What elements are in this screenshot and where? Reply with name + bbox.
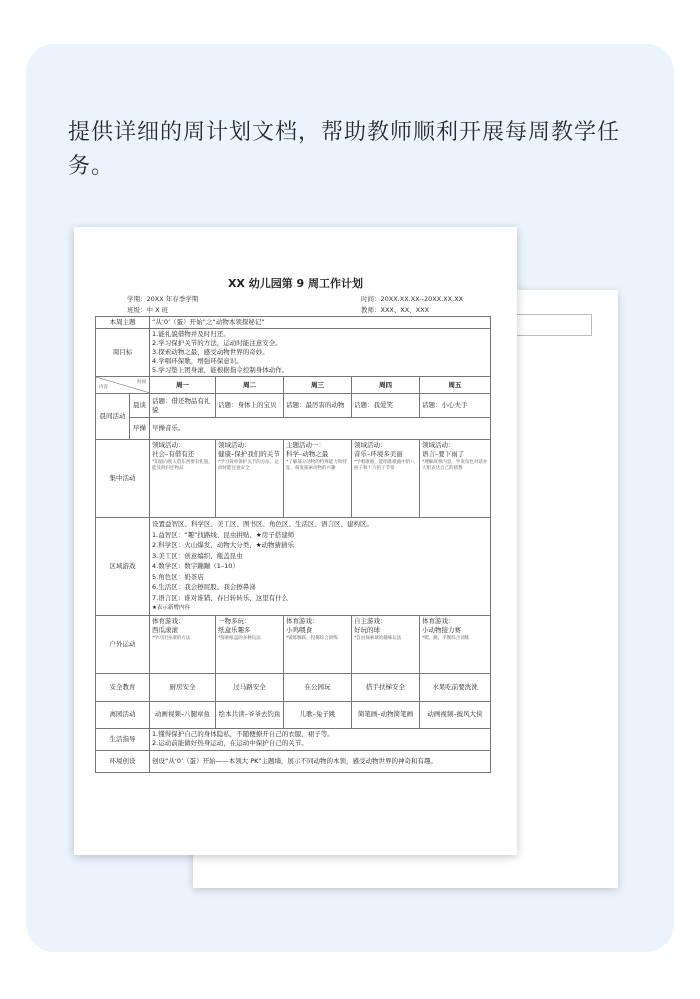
area-item: 7.语言区：谁对谁错、春日转转乐、这里有什么 xyxy=(152,593,289,602)
day-header: 周三 xyxy=(284,377,352,394)
front-document-page xyxy=(74,227,517,855)
safety-cell: 在公园玩 xyxy=(284,673,352,701)
weekly-plan-table xyxy=(95,316,491,773)
class-info: 班级：中 X 班 xyxy=(127,306,169,314)
focus-label: 集中活动 xyxy=(96,440,150,518)
focus-cell: 领域活动： 社会–有借有还 *知道向别人借东西要有礼貌，能及时归还物品 xyxy=(150,440,216,518)
time-info: 时间：20XX.XX.XX--20XX.XX.XX xyxy=(361,295,464,303)
environment-label: 环境创设 xyxy=(96,750,150,772)
talk-cell: 话题：身体上的宝贝 xyxy=(216,394,284,418)
departure-cell: 儿歌–兔子跳 xyxy=(284,701,352,728)
focus-cell: 领域活动： 健康–保护我们的关节 *学习简单保护关节的方法，运动时能注意安全 xyxy=(216,440,284,518)
outdoor-cell: 体育游戏： 小动物接力赛 *爬、跳、平衡综合训练 xyxy=(420,615,491,673)
corner-time-label: 时间 xyxy=(137,380,146,385)
goal-item: 5.学习垫上团身滚，能根据指令控制身体动作。 xyxy=(152,366,289,374)
day-header-row xyxy=(96,377,491,394)
area-item: 设置益智区、科学区、美工区、图书区、角色区、生活区、语言区、建构区。 xyxy=(152,520,373,528)
area-item: 6.生活区：我会擦屁股、我会擦鼻涕 xyxy=(152,583,256,591)
exercise-label: 早操 xyxy=(130,418,150,440)
page-heading: 提供详细的周计划文档，帮助教师顺利开展每周教学任务。 xyxy=(68,120,621,179)
outdoor-cell: 自主游戏： 好玩的球 *自由探索球的趣味玩法 xyxy=(352,615,420,673)
talk-cell: 话题：最厉害的动物 xyxy=(284,394,352,418)
area-list xyxy=(150,518,491,616)
document-title: XX 幼儿园第 9 周工作计划 xyxy=(227,277,364,290)
departure-row xyxy=(96,701,491,728)
area-item: 3.美工区：创意编织、瓶盖昆虫 xyxy=(152,551,243,560)
safety-cell: 搭手扶梯安全 xyxy=(352,673,420,701)
departure-cell: 动画视频–披风大侠 xyxy=(420,701,491,728)
exercise-value: 早操音乐。 xyxy=(150,418,491,440)
theme-row xyxy=(96,317,491,329)
environment-value: 创设“从‘0’（蛋）开始——本领大 PK”主题墙，展示不同动物的本领，感受动物世界的神奇和有趣。 xyxy=(150,750,491,772)
focus-cell: 主题活动一： 科学–动物之最 *了解部分动物的特殊能力和特征，萌发探索动物的兴趣 xyxy=(284,440,352,518)
outdoor-cell: 体育游戏： 西瓜滚滚 *学习团身滚的方法 xyxy=(150,615,216,673)
safety-cell: 过马路安全 xyxy=(216,673,284,701)
day-header: 周五 xyxy=(420,377,491,394)
goals-row xyxy=(96,329,491,377)
life-list xyxy=(150,728,491,750)
area-note: ★表示新增内容 xyxy=(152,605,190,611)
environment-row xyxy=(96,750,491,772)
area-item: 1.益智区：“趣”找路线、昆虫拼贴、★房子搭建师 xyxy=(152,530,295,539)
goals-label: 周目标 xyxy=(96,329,150,377)
outdoor-row xyxy=(96,615,491,673)
departure-cell: 动画视频–八腿章鱼 xyxy=(150,701,216,728)
talk-label: 晨谈 xyxy=(130,394,150,418)
talk-cell: 话题：借还物品有礼貌 xyxy=(150,394,216,418)
day-header: 周四 xyxy=(352,377,420,394)
area-item: 2.科学区：火山爆发、动物大分类、★动物猜猜乐 xyxy=(152,541,295,549)
focus-cell: 领域活动： 语言–要下雨了 *理解故事内容，学说角色对话并大胆表达自己的猜想 xyxy=(420,440,491,518)
area-row xyxy=(96,518,491,616)
day-header: 周二 xyxy=(216,377,284,394)
safety-cell: 水果吃前要洗洗 xyxy=(420,673,491,701)
departure-label: 离园活动 xyxy=(96,701,150,728)
safety-label: 安全教育 xyxy=(96,673,150,701)
term-info: 学期：20XX 年春季学期 xyxy=(127,295,199,303)
theme-value: “从‘0’（蛋）开始”之“动物本领探秘记” xyxy=(150,317,491,329)
morning-talk-row xyxy=(96,394,491,418)
area-item: 4.数学区：数字蹦蹦（1–10） xyxy=(152,562,239,570)
corner-cell xyxy=(96,377,150,394)
outdoor-cell: 体育游戏： 小鸡喂食 *锻炼腾跃、投掷综合训练 xyxy=(284,615,352,673)
departure-cell: 绘本共读–爷爷去钓鱼 xyxy=(216,701,284,728)
talk-cell: 话题：小心夫手 xyxy=(420,394,491,418)
day-header: 周一 xyxy=(150,377,216,394)
departure-cell: 简笔画–动物简笔画 xyxy=(352,701,420,728)
safety-cell: 厨房安全 xyxy=(150,673,216,701)
area-label: 区域游戏 xyxy=(96,518,150,616)
life-item: 2.运动前能做好热身运动，在运动中保护自己的关节。 xyxy=(152,739,308,747)
talk-cell: 话题：我爱笑 xyxy=(352,394,420,418)
safety-row xyxy=(96,673,491,701)
goal-item: 4.学唱环保歌，增强环保意识。 xyxy=(152,357,243,365)
life-label: 生活指导 xyxy=(96,728,150,750)
corner-content-label: 内容 xyxy=(99,385,108,390)
morning-label: 晨间活动 xyxy=(96,394,130,440)
exercise-row xyxy=(96,418,491,440)
outdoor-cell: 一物多玩： 纸盒乐趣多 *探索纸盒的多种玩法 xyxy=(216,615,284,673)
focus-row xyxy=(96,440,491,518)
goals-list xyxy=(150,329,491,377)
focus-cell: 领域活动： 音乐–环境多美丽 *学唱歌曲，能唱准歌曲中的八拍子和十六拍子节奏 xyxy=(352,440,420,518)
goal-item: 3.探索动物之最，感受动物世界的奇妙。 xyxy=(152,348,269,356)
goal-item: 1.能礼貌借物并及时归还。 xyxy=(152,330,230,338)
outdoor-label: 户外运动 xyxy=(96,615,150,673)
theme-label: 本周主题 xyxy=(96,317,150,329)
life-row xyxy=(96,728,491,750)
area-item: 5.角色区：奶茶店 xyxy=(152,572,204,581)
teacher-info: 教师：XXX、XX、XXX xyxy=(361,306,430,314)
life-item: 1.懂得保护自己的身体隐私，不随便撩开自己的衣服、裙子等。 xyxy=(152,730,334,738)
goal-item: 2.学习保护关节的方法，运动时能注意安全。 xyxy=(152,339,282,347)
